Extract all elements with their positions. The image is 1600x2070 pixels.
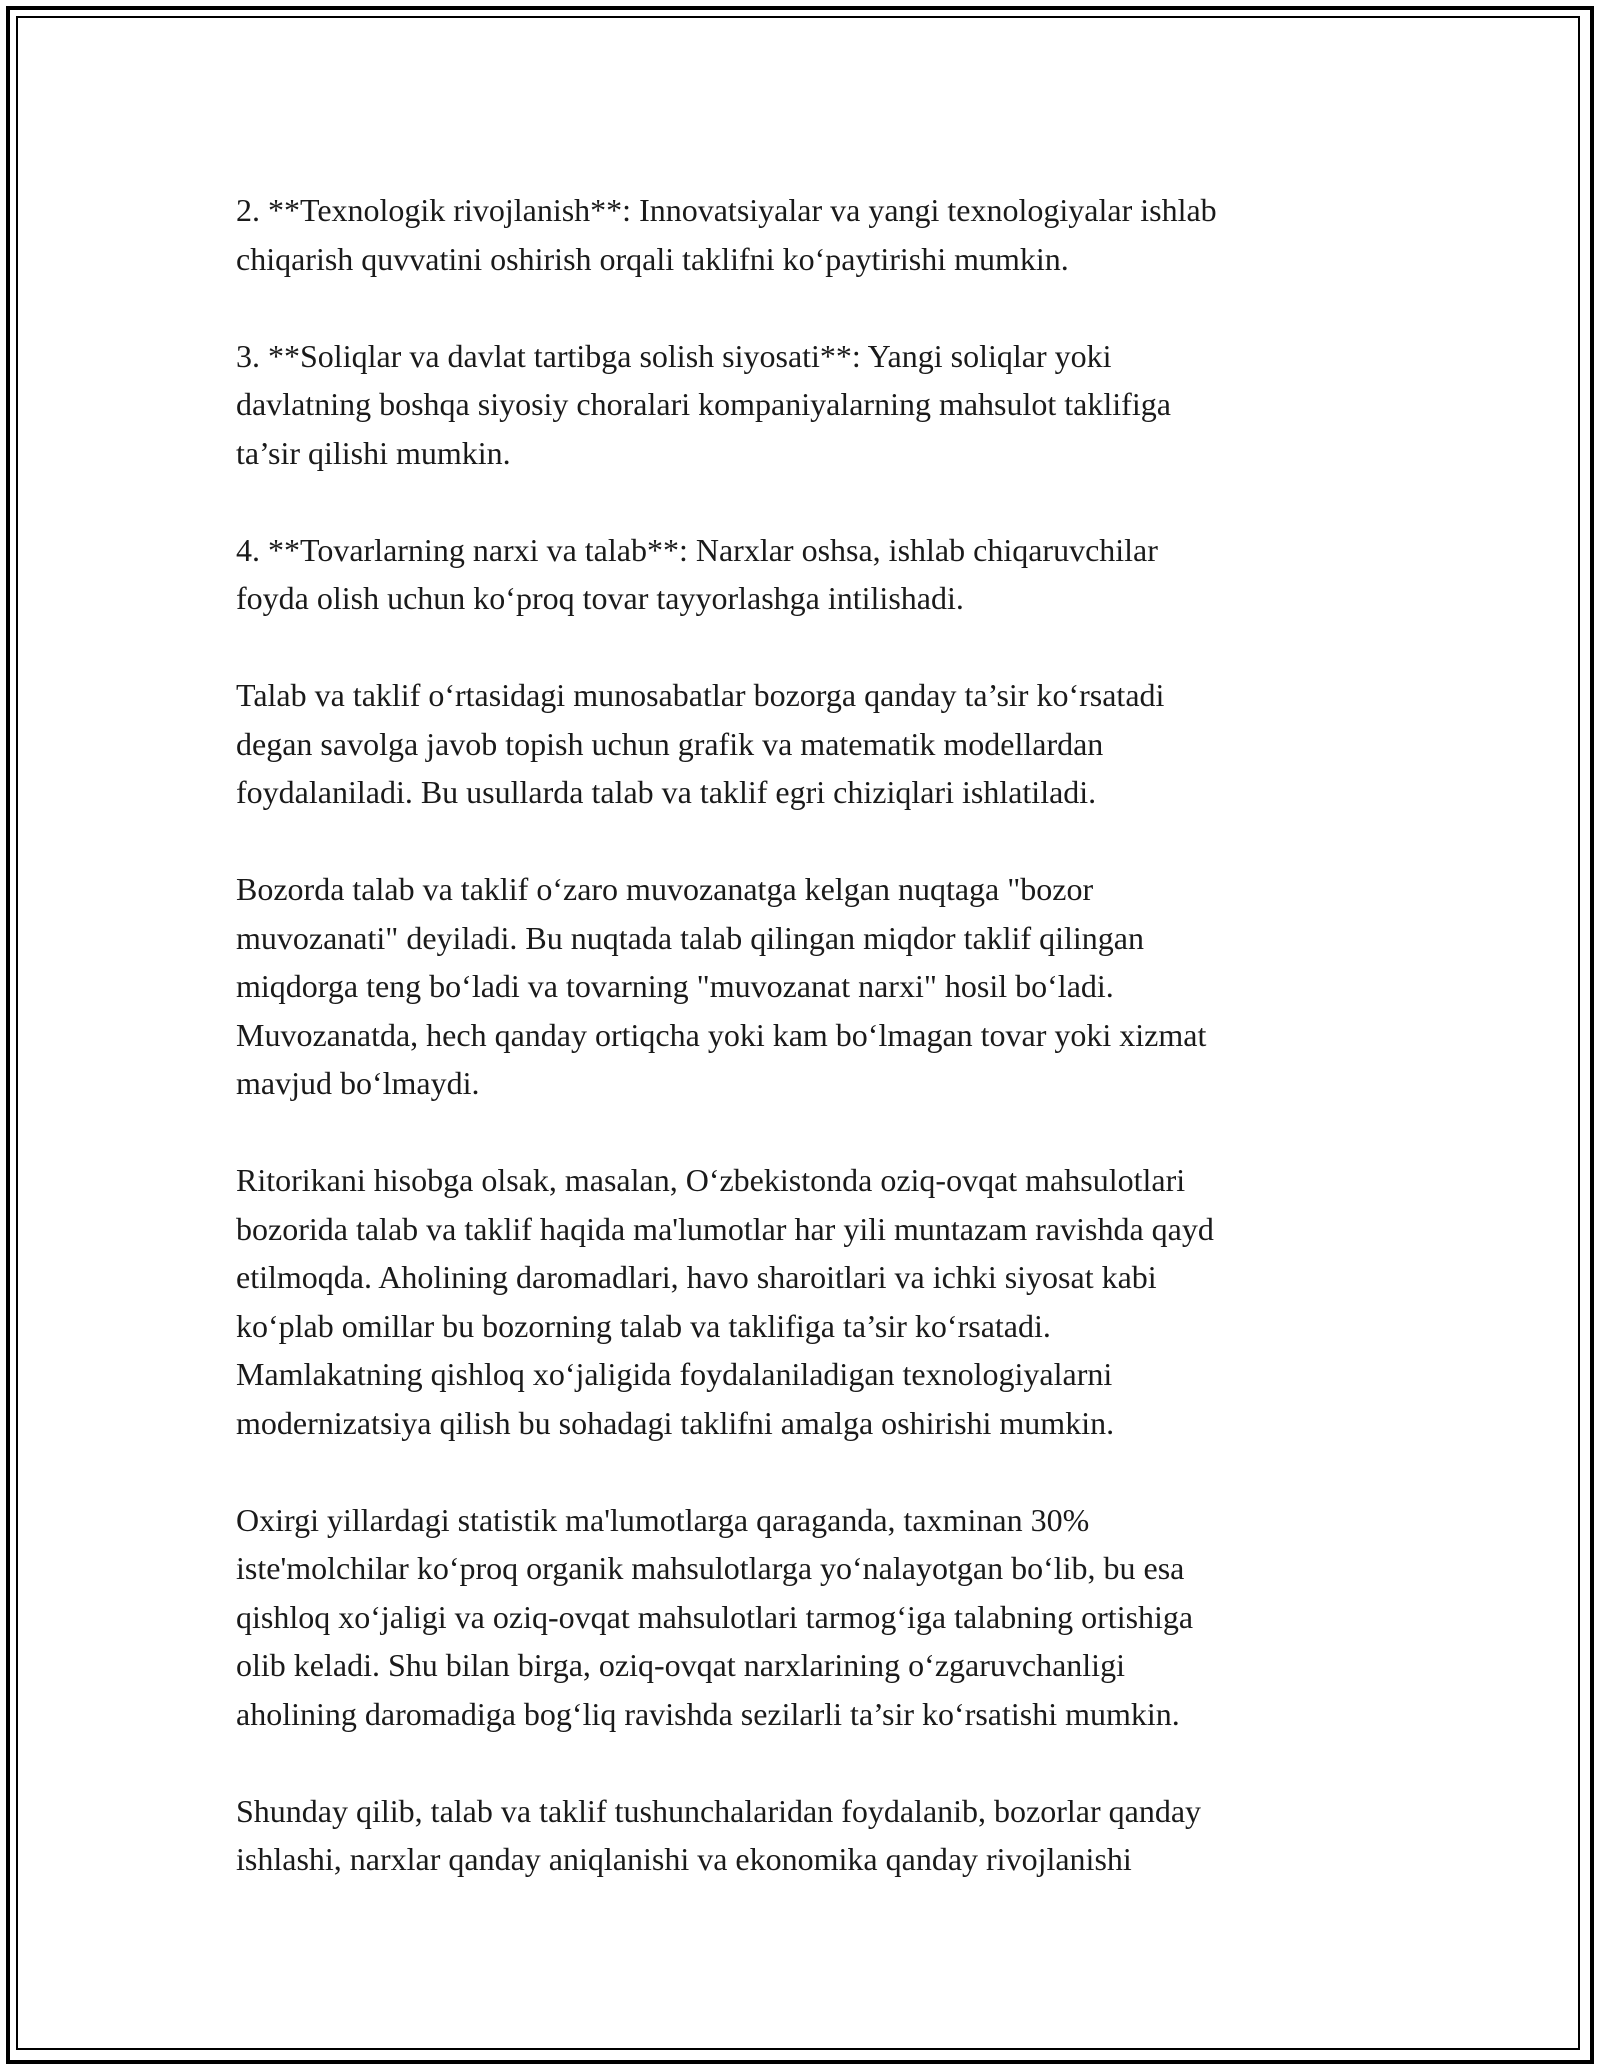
paragraph-statistics: Oxirgi yillardagi statistik ma'lumotlarga qaraganda, taxminan 30% iste'molchilar ko‘proq organik mahsulotlarga yo‘nalayotgan bo‘lib, bu esa qishloq xo‘jaligi va oziq-ovqat mahsulotlari tarmog‘iga talabning ortishiga olib keladi. Shu bilan birga, oziq-ovqat narxlarining o‘zgaruvchanligi aholining daromadiga bog‘liq ravishda sezilarli ta’sir ko‘rsatishi mumkin. xyxy=(236,1501,1194,1732)
paragraph-taxes: 3. **Soliqlar va davlat tartibga solish siyosati**: Yangi soliqlar yoki davlatning boshqa siyosiy choralari kompaniyalarning mahsulot taklifiga ta’sir qilishi mumkin. xyxy=(236,337,1171,471)
paragraph-uzbekistan: Ritorikani hisobga olsak, masalan, O‘zbekistonda oziq-ovqat mahsulotlari bozorida talab va taklif haqida ma'lumotlar har yili muntazam ravishda qayd etilmoqda. Aholining daromadlari, havo sharoitlari va ichki siyosat kabi ko‘plab omillar bu bozorning talab va taklifiga ta’sir ko‘rsatadi. Mamlakatning qishloq xo‘jaligida foydalaniladigan texnologiyalarni modernizatsiya qilish bu sohadagi taklifni amalga oshirishi mumkin. xyxy=(236,1162,1214,1441)
paragraph-relationship: Talab va taklif o‘rtasidagi munosabatlar bozorga qanday ta’sir ko‘rsatadi degan savolga javob topish uchun grafik va matematik modellardan foydalaniladi. Bu usullarda talab va taklif egri chiziqlari ishlatiladi. xyxy=(236,677,1165,810)
paragraph-prices: 4. **Tovarlarning narxi va talab**: Narxlar oshsa, ishlab chiqaruvchilar foyda olish uchun ko‘proq tovar tayyorlashga intilishadi. xyxy=(236,531,1158,616)
paragraph-equilibrium: Bozorda talab va taklif o‘zaro muvozanatga kelgan nuqtaga "bozor muvozanati" deyiladi. Bu nuqtada talab qilingan miqdor taklif qilingan miqdorga teng bo‘ladi va tovarning "muvozanat narxi" hosil bo‘ladi. Muvozanatda, hech qanday ortiqcha yoki kam bo‘lmagan tovar yoki xizmat mavjud bo‘lmaydi. xyxy=(236,871,1207,1101)
document-body xyxy=(236,186,1396,1932)
paragraph-conclusion: Shunday qilib, talab va taklif tushunchalaridan foydalanib, bozorlar qanday ishlashi, narxlar qanday aniqlanishi va ekonomika qanday rivojlanishi xyxy=(236,1792,1202,1877)
paragraph-technology: 2. **Texnologik rivojlanish**: Innovatsiyalar va yangi texnologiyalar ishlab chiqarish quvvatini oshirish orqali taklifni ko‘paytirishi mumkin. xyxy=(236,192,1217,277)
